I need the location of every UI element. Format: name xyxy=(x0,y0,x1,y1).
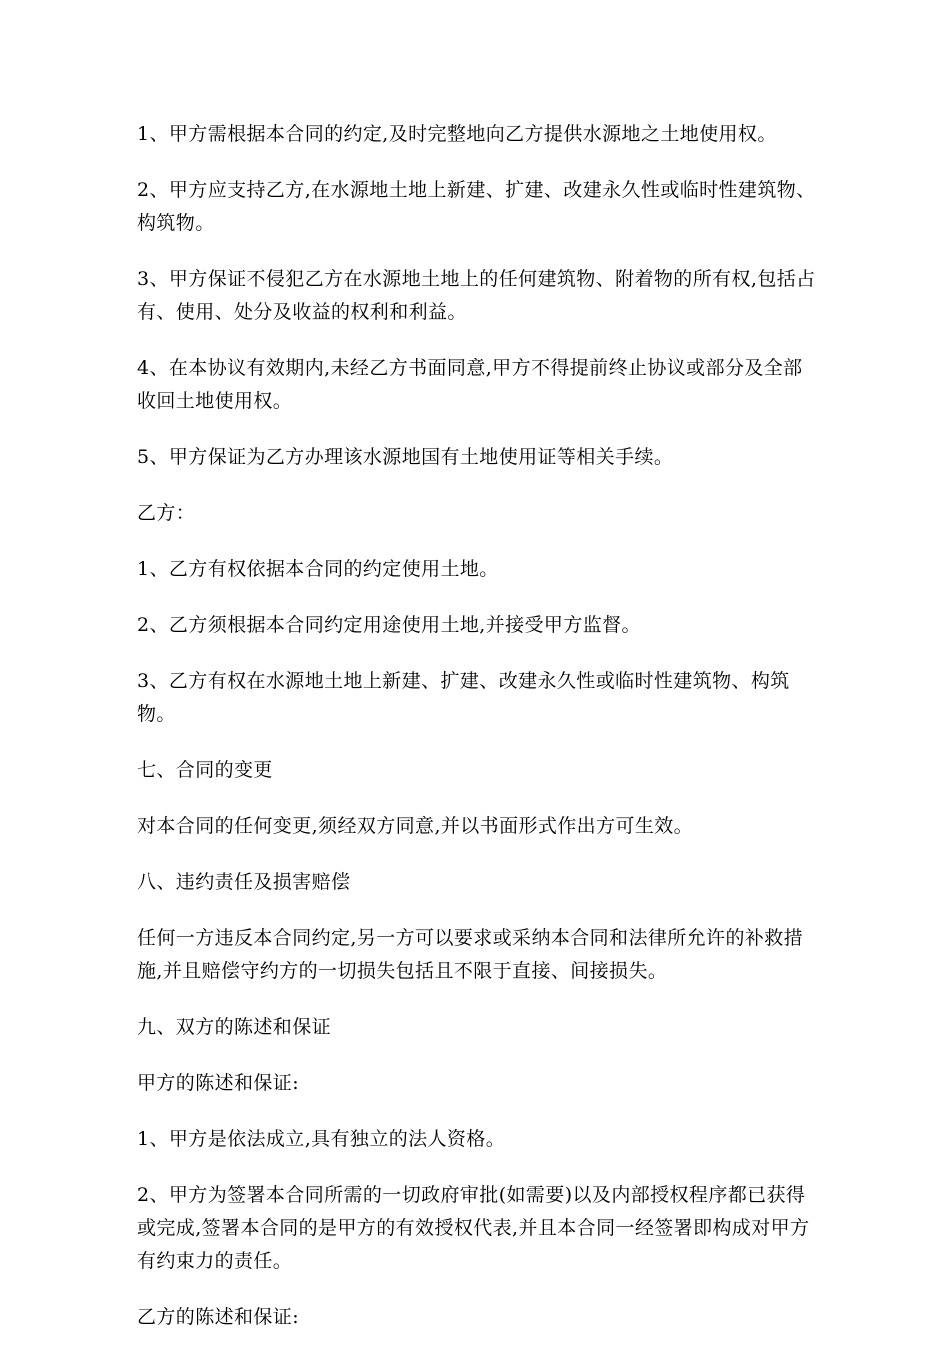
party-b-representations-heading: 乙方的陈述和保证: xyxy=(137,1306,300,1328)
clause-party-a-5: 5、甲方保证为乙方办理该水源地国有土地使用证等相关手续。 xyxy=(137,446,674,468)
section-7-heading: 七、合同的变更 xyxy=(137,759,273,781)
section-8-heading: 八、违约责任及损害赔偿 xyxy=(137,871,351,893)
clause-party-a-2: 2、甲方应支持乙方,在水源地土地上新建、扩建、改建永久性或临时性建筑物、构筑物。 xyxy=(137,179,816,234)
section-8-body: 任何一方违反本合同约定,另一方可以要求或采纳本合同和法律所允许的补救措施,并且赔偿守约方的一切损失包括且不限于直接、间接损失。 xyxy=(137,927,804,982)
party-b-heading: 乙方： xyxy=(137,502,196,524)
clause-party-a-3: 3、甲方保证不侵犯乙方在水源地土地上的任何建筑物、附着物的所有权,包括占有、使用、处分及收益的权利和利益。 xyxy=(137,268,816,323)
section-7-body: 对本合同的任何变更,须经双方同意,并以书面形式作出方可生效。 xyxy=(137,815,694,837)
clause-party-b-2: 2、乙方须根据本合同约定用途使用土地,并接受甲方监督。 xyxy=(137,614,641,636)
clause-party-b-1: 1、乙方有权依据本合同的约定使用土地。 xyxy=(137,558,499,580)
document-page xyxy=(137,118,817,1357)
clause-party-a-4: 4、在本协议有效期内,未经乙方书面同意,甲方不得提前终止协议或部分及全部收回土地使用权。 xyxy=(137,357,803,412)
clause-party-b-3: 3、乙方有权在水源地土地上新建、扩建、改建永久性或临时性建筑物、构筑物。 xyxy=(137,670,790,725)
section-9-heading: 九、双方的陈述和保证 xyxy=(137,1016,332,1038)
party-a-representations-heading: 甲方的陈述和保证: xyxy=(137,1072,300,1094)
party-a-representation-2: 2、甲方为签署本合同所需的一切政府审批(如需要)以及内部授权程序都已获得或完成,签署本合同的是甲方的有效授权代表,并且本合同一经签署即构成对甲方有约束力的责任。 xyxy=(137,1184,810,1272)
clause-party-a-1: 1、甲方需根据本合同的约定,及时完整地向乙方提供水源地之土地使用权。 xyxy=(137,123,777,145)
party-a-representation-1: 1、甲方是依法成立,具有独立的法人资格。 xyxy=(137,1128,506,1150)
